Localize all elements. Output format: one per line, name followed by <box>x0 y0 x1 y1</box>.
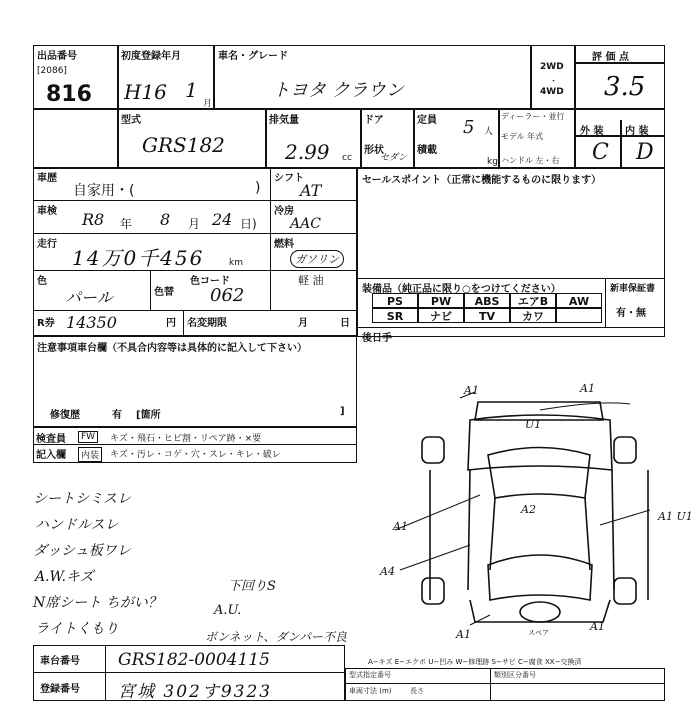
handwritten-note: ダッシュ板ワレ <box>33 543 131 559</box>
first-reg-month: 1 <box>185 78 198 102</box>
right-note-1: 下回りS <box>228 579 276 594</box>
notes-title: 注意事項車台欄（不具合内容等は具体的に記入して下さい） <box>37 343 307 354</box>
category-label: 類別区分番号 <box>494 671 536 679</box>
right-note-2: A.U. <box>214 603 242 618</box>
drive-dot: ・ <box>549 77 559 87</box>
repair-label: 修復歴 <box>50 410 80 421</box>
handwritten-note: ライトくもり <box>35 621 119 637</box>
exterior-grade: C <box>592 140 609 165</box>
recycle-value: 14350 <box>66 313 117 332</box>
title-change-label: 名変期限 <box>187 318 227 329</box>
damage-mark: A1 <box>393 520 408 533</box>
dims-label: 車両寸法 (m) <box>349 687 392 695</box>
inspector-row2-tag: 内装 <box>78 447 102 462</box>
shift-value: AT <box>300 181 322 200</box>
equipment-item: カワ <box>510 308 556 323</box>
ac-label: 冷房 <box>274 206 294 217</box>
fuel-label: 燃料 <box>274 239 294 250</box>
capacity-label: 定員 <box>417 115 437 126</box>
damage-mark: A4 <box>380 565 395 578</box>
equipment-title: 装備品（純正品に限り○をつけてください） <box>362 284 561 295</box>
handwritten-note: A.W.キズ <box>35 569 94 585</box>
interior-label: 内 装 <box>625 126 649 137</box>
repair-close: ] <box>340 406 345 417</box>
chassis-label: 車台番号 <box>40 656 80 667</box>
mileage-value: 14万0千456 <box>72 246 205 270</box>
color-code: 062 <box>210 285 245 306</box>
kg-unit: kg <box>487 157 498 167</box>
displacement-label: 排気量 <box>269 115 299 126</box>
lot-label: 出品番号 <box>37 51 77 62</box>
yen-unit: 円 <box>166 318 176 329</box>
handwritten-note: シートシミスレ <box>33 491 131 507</box>
repair-value: 有 <box>112 410 122 421</box>
handwritten-note: N席シート ちがい？ <box>33 595 162 611</box>
ac-value: AAC <box>290 216 321 232</box>
inspector-row1-tag: FW <box>78 431 98 443</box>
dealer-label: ディーラー・並行 <box>501 112 565 121</box>
score-label: 評 価 点 <box>592 52 629 63</box>
damage-legend: A−キズ E−エクボ U−凹み W−修理跡 S−サビ C−腐食 XX−交換済 <box>368 658 582 666</box>
person-unit: 人 <box>484 127 494 137</box>
capacity-value: 5 <box>463 117 475 138</box>
equipment-item: PW <box>418 293 464 308</box>
color-change-label: 色替 <box>154 287 174 298</box>
shape-value: セダン <box>380 153 408 163</box>
interior-grade: D <box>636 140 654 165</box>
displacement-value: 2.99 <box>285 140 330 164</box>
equipment-item: ABS <box>464 293 510 308</box>
color-code-label: 色コード <box>190 276 230 287</box>
repair-place: [箇所 <box>136 410 161 421</box>
damage-mark: A1 <box>580 382 595 395</box>
damage-mark: A1 <box>464 384 479 397</box>
inspector-label-1: 検査員 <box>36 434 66 445</box>
history-value: 自家用・( <box>73 183 135 199</box>
sales-points-title: セールスポイント（正常に機能するものに限ります） <box>362 175 602 186</box>
inspector-label-2: 記入欄 <box>36 450 66 461</box>
fuel-value: ガソリン <box>290 250 344 268</box>
type-spec-label: 型式指定番号 <box>349 671 391 679</box>
car-name-label: 車名・グレード <box>218 51 288 62</box>
month-unit: 月 <box>203 99 213 109</box>
damage-mark: A2 <box>521 503 536 516</box>
fuel-alt: 軽 油 <box>298 274 324 287</box>
equipment-item: TV <box>464 308 510 323</box>
lot-sub: [2086] <box>37 66 67 76</box>
recycle-label: R券 <box>37 318 55 329</box>
inspector-row1-text: キズ・飛石・ヒビ割・リペア跡・×要 <box>110 434 262 444</box>
warranty-title: 新車保証書 <box>610 284 656 294</box>
day-unit: 日) <box>240 217 257 231</box>
inspection-era: R8 <box>82 210 105 229</box>
inspection-day: 24 <box>212 210 233 229</box>
warranty-value: 有・無 <box>616 308 646 319</box>
drive-4wd: 4WD <box>540 87 564 97</box>
door-label: ドア <box>364 115 384 126</box>
damage-mark: A1 <box>590 620 605 633</box>
first-reg-label: 初度登録年月 <box>121 51 181 62</box>
equipment-item: PS <box>372 293 418 308</box>
drive-2wd: 2WD <box>540 62 564 72</box>
score-value: 3.5 <box>604 72 646 102</box>
handwritten-note: ハンドルスレ <box>35 517 119 533</box>
damage-mark: A1 U1 <box>658 510 693 523</box>
km-unit: km <box>229 258 243 268</box>
year-unit: 年 <box>120 217 133 231</box>
lot-number: 816 <box>46 82 92 107</box>
damage-mark: A1 <box>456 628 471 641</box>
equipment-item: AW <box>556 293 602 308</box>
right-note-3: ボンネット、ダンパー不良 <box>205 630 347 644</box>
mileage-label: 走行 <box>37 239 57 250</box>
chassis-value: GRS182-0004115 <box>118 650 270 670</box>
model-label: 型式 <box>121 115 141 126</box>
handle-label: ハンドル 左・右 <box>501 156 560 165</box>
after-sheet-label: 後日手 <box>362 333 392 344</box>
shift-label: シフト <box>274 173 304 184</box>
inspector-row2-text: キズ・汚レ・コゲ・穴・スレ・キレ・破レ <box>110 450 281 460</box>
length-label: 長さ <box>410 687 424 695</box>
title-day: 日 <box>340 318 350 329</box>
load-label: 積載 <box>417 145 437 156</box>
month-paren: 月 <box>188 217 201 231</box>
exterior-label: 外 装 <box>580 126 604 137</box>
damage-mark: U1 <box>525 418 542 431</box>
title-month: 月 <box>298 318 308 329</box>
model-value: GRS182 <box>142 133 225 157</box>
model-year-label: モデル 年式 <box>501 132 544 141</box>
reg-value: 宮城 302す9323 <box>118 682 273 702</box>
cc-unit: cc <box>342 153 352 163</box>
car-name: トヨタ クラウン <box>272 80 404 101</box>
inspection-month: 8 <box>160 210 171 229</box>
equipment-item: SR <box>372 308 418 323</box>
color-label: 色 <box>37 276 47 287</box>
reg-label: 登録番号 <box>40 684 80 695</box>
inspection-label: 車検 <box>37 206 57 217</box>
equipment-item: エアB <box>510 293 556 308</box>
history-close: ) <box>255 180 261 196</box>
equipment-item: ナビ <box>418 308 464 323</box>
color-value: パール <box>65 288 113 307</box>
history-label: 車歴 <box>37 173 57 184</box>
shape-label: 形状 <box>364 145 384 156</box>
spare-label: スペア <box>528 629 549 637</box>
first-reg-era: H16 <box>124 80 167 104</box>
